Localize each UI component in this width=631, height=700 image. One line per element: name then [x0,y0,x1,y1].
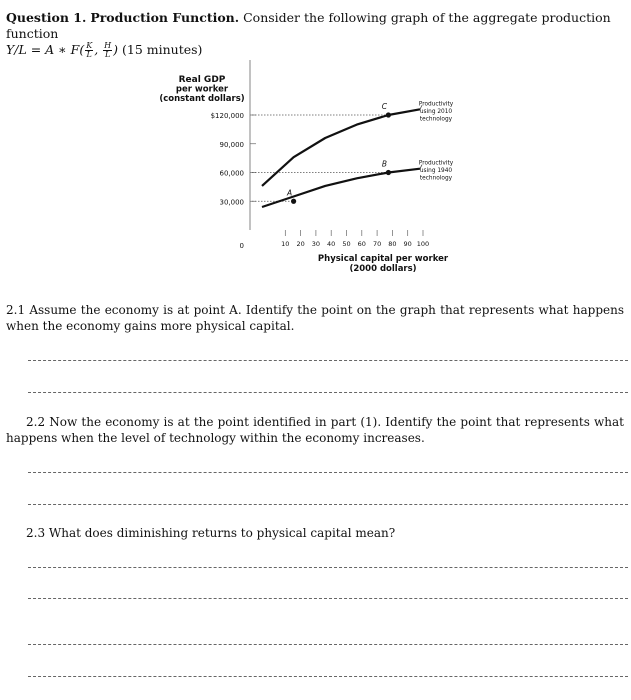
formula-lhs: Y/L = A ∗ F( [6,42,85,57]
series-label-line: using 1940 [419,168,453,175]
answer-line[interactable] [28,504,628,505]
series-label-line: Productivity [418,160,454,167]
x-tick-label: 100 [416,240,430,248]
y-axis-label [159,75,244,104]
point-A [291,199,296,204]
x-tick-label: 70 [372,240,382,248]
question-text: Consider the following graph of the aggregate production function [6,10,611,41]
fraction-k-over-l: $\frac{K}{L}$ [86,41,93,59]
x-tick-label: 90 [403,240,412,248]
point-label-A: A [287,188,293,198]
answer-line[interactable] [28,644,628,645]
question-2-3: 2.3 What does diminishing returns to physical capital mean? [26,526,396,540]
y-tick-label: $120,000 [210,112,244,120]
x-label-line: (2000 dollars) [349,264,417,274]
answer-line[interactable] [28,392,628,393]
x-tick-label: 60 [357,240,366,248]
y-tick-label: 30,000 [219,198,244,207]
y-tick-label: 90,000 [219,140,244,149]
series-label-line: technology [419,175,453,182]
x-label-line: Physical capital per worker [317,254,449,264]
answer-line[interactable] [28,598,628,599]
x-tick-label: 30 [311,240,321,248]
series-label-line: using 2010 [419,108,453,115]
answer-line[interactable] [28,676,628,677]
fraction-h-over-l: $\frac{H}{L}$ [104,41,112,59]
point-label-B: B [381,159,387,169]
y-axis-ticks [211,112,256,250]
series-labels [419,101,454,181]
point-C [386,112,391,117]
question-2-1: 2.1 Assume the economy is at point A. Identify the point on the graph that represents what happens when the economy gains more physical capital. [6,303,624,333]
y-tick-label: 0 [239,242,244,250]
x-tick-label: 80 [388,240,397,248]
series-label-line: technology [419,116,453,123]
answer-line[interactable] [28,360,628,361]
y-label-line: Real GDP [178,75,226,85]
question-topic: Production Function. [90,10,240,25]
x-tick-label: 50 [342,240,351,248]
y-tick-label: 60,000 [219,169,244,178]
y-label-line: per worker [175,84,229,95]
production-curves [262,109,420,207]
question-2-2: 2.2 Now the economy is at the point identified in part (1). Identify the point that represents what happens when the level of technology within the economy increases. [6,415,624,445]
answer-line[interactable] [28,472,628,473]
answer-line[interactable] [28,567,628,568]
x-tick-label: 10 [281,240,290,248]
x-tick-label: 40 [327,240,336,248]
series-label-line: Productivity [418,101,454,108]
question-number: Question 1. [6,10,87,25]
formula-rhs: ) [113,42,119,57]
point-label-C: C [381,102,388,111]
curve-2010 [262,109,420,186]
formula: Y/L = A ∗ F( $\frac{K}{L}$ , $\frac{H}{L}$ ) [6,41,119,59]
question-header [6,10,626,59]
x-axis-ticks [281,230,429,248]
x-axis-label [318,254,449,274]
time-allotted: (15 minutes) [122,42,203,57]
production-function-chart [0,60,631,290]
point-B [386,170,391,175]
y-label-line: (constant dollars) [159,94,245,104]
x-tick-label: 20 [296,240,305,248]
